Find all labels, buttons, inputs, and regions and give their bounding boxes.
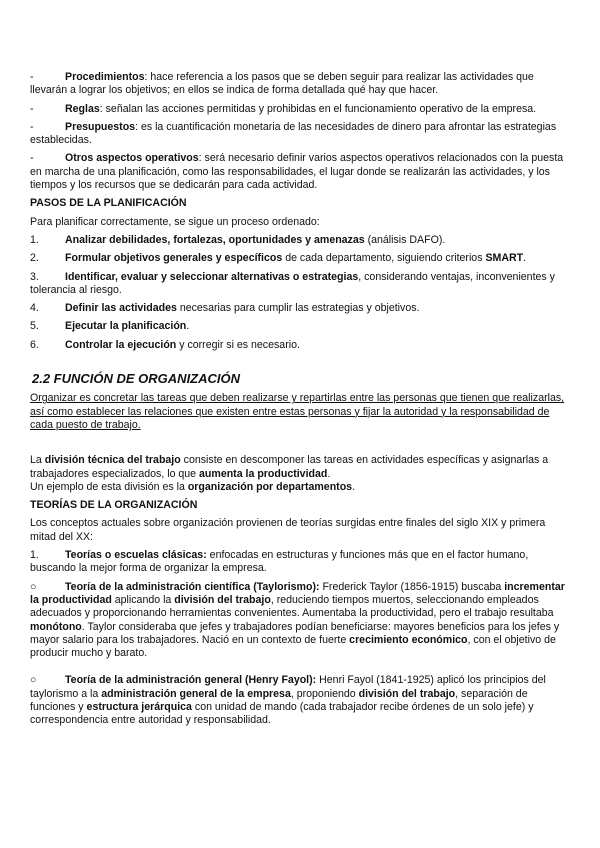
- division-paragraph: La división técnica del trabajo consiste en descomponer las tareas en actividades específicas y asignarlas a trabajadores especializados, lo que aumenta la productividad.: [30, 454, 549, 480]
- step-item: 3. Identificar, evaluar y seleccionar alternativas o estrategias, considerando ventajas, inconvenientes y tolerancia al riesgo.: [30, 270, 555, 296]
- term-presupuestos: Presupuestos: [65, 120, 136, 133]
- term-text: : señalan las acciones permitidas y prohibidas en el funcionamiento operativo de la empresa.: [99, 102, 537, 115]
- term-otros-aspectos: Otros aspectos operativos: [65, 152, 199, 165]
- term-text: : hace referencia a los pasos que se deben seguir para realizar las actividades que llevarán a lograr los objetivos; en ellos se indica de forma detallada qué hay que hacer.: [30, 71, 534, 97]
- section-definition: Organizar es concretar las tareas que deben realizarse y repartirlas entre las personas que tienen que realizarlas, así como establecer las relaciones que existen entre estas personas y fijar la autoridad y la responsabilidad de cada puesto de trabajo.: [30, 392, 565, 431]
- dash-marker: -: [30, 152, 34, 165]
- term-reglas: Reglas: [65, 102, 100, 115]
- circle-bullet-icon: ○: [30, 580, 37, 593]
- heading-teorias: TEORÍAS DE LA ORGANIZACIÓN: [30, 499, 198, 512]
- list-item: [30, 71, 570, 98]
- document-page: [30, 71, 570, 728]
- step-item: 4. Definir las actividades necesarias para cumplir las estrategias y objetivos.: [30, 302, 420, 315]
- term-text: : será necesario definir varios aspectos operativos relacionados con la puesta en marcha de una planificación, como las responsabilidades, el lugar donde se realizarán las actividades, y los tiempos y los recursos que se dedicarán para cada actividad.: [30, 152, 564, 192]
- division-example: Un ejemplo de esta división es la organización por departamentos.: [30, 480, 356, 493]
- pasos-intro: Para planificar correctamente, se sigue un proceso ordenado:: [30, 215, 320, 228]
- step-item: 5. Ejecutar la planificación.: [30, 320, 190, 333]
- dash-marker: -: [30, 102, 34, 115]
- circle-bullet-icon: ○: [30, 674, 37, 687]
- term-text: : es la cuantificación monetaria de las necesidades de dinero para afrontar las estrategias establecidas.: [30, 120, 557, 147]
- teorias-intro: Los conceptos actuales sobre organización provienen de teorías surgidas entre finales del siglo XIX y primera mitad del XX:: [30, 517, 546, 543]
- section-title: 2.2 FUNCIÓN DE ORGANIZACIÓN: [32, 371, 241, 387]
- step-item: 1. Analizar debilidades, fortalezas, oportunidades y amenazas (análisis DAFO).: [30, 233, 446, 246]
- teoria-fayol: ○ Teoría de la administración general (Henry Fayol): Henri Fayol (1841-1925) aplicó los principios del taylorismo a la administración general de la empresa, proponiendo división del trabajo, separación de funciones y estructura jerárquica con unidad de mando (cada trabajador recibe órdenes de un solo jefe) y correspondencia entre autoridad y responsabilidad.: [30, 674, 546, 727]
- list-item: [30, 121, 570, 148]
- teorias-item: 1. Teorías o escuelas clásicas: enfocadas en estructuras y funciones más que en el factor humano, buscando la mejor forma de organizar la empresa.: [30, 549, 529, 575]
- heading-pasos: PASOS DE LA PLANIFICACIÓN: [30, 197, 187, 210]
- term-procedimientos: Procedimientos: [65, 71, 145, 83]
- list-item: [30, 152, 570, 192]
- step-item: 2. Formular objetivos generales y específicos de cada departamento, siguiendo criterios SMART.: [30, 252, 527, 265]
- dash-marker: -: [30, 71, 34, 83]
- step-item: 6. Controlar la ejecución y corregir si es necesario.: [30, 338, 300, 351]
- teoria-taylorismo: ○ Teoría de la administración científica (Taylorismo): Frederick Taylor (1856-1915) buscaba incrementar la productividad aplicando la división del trabajo, reduciendo tiempos muertos, seleccionando empleados adecuados y proporcionando herramientas convenientes. Aumentaba la productividad, pero el trabajo resultaba monótono. Taylor consideraba que jefes y trabajadores podían beneficiarse: mayores beneficios para los jefes y mayor salario para los trabajadores. Nació en un contexto de fuerte crecimiento económico, con el objetivo de producir mucho y barato.: [30, 580, 565, 660]
- dash-marker: -: [30, 120, 34, 133]
- list-item: [30, 103, 570, 116]
